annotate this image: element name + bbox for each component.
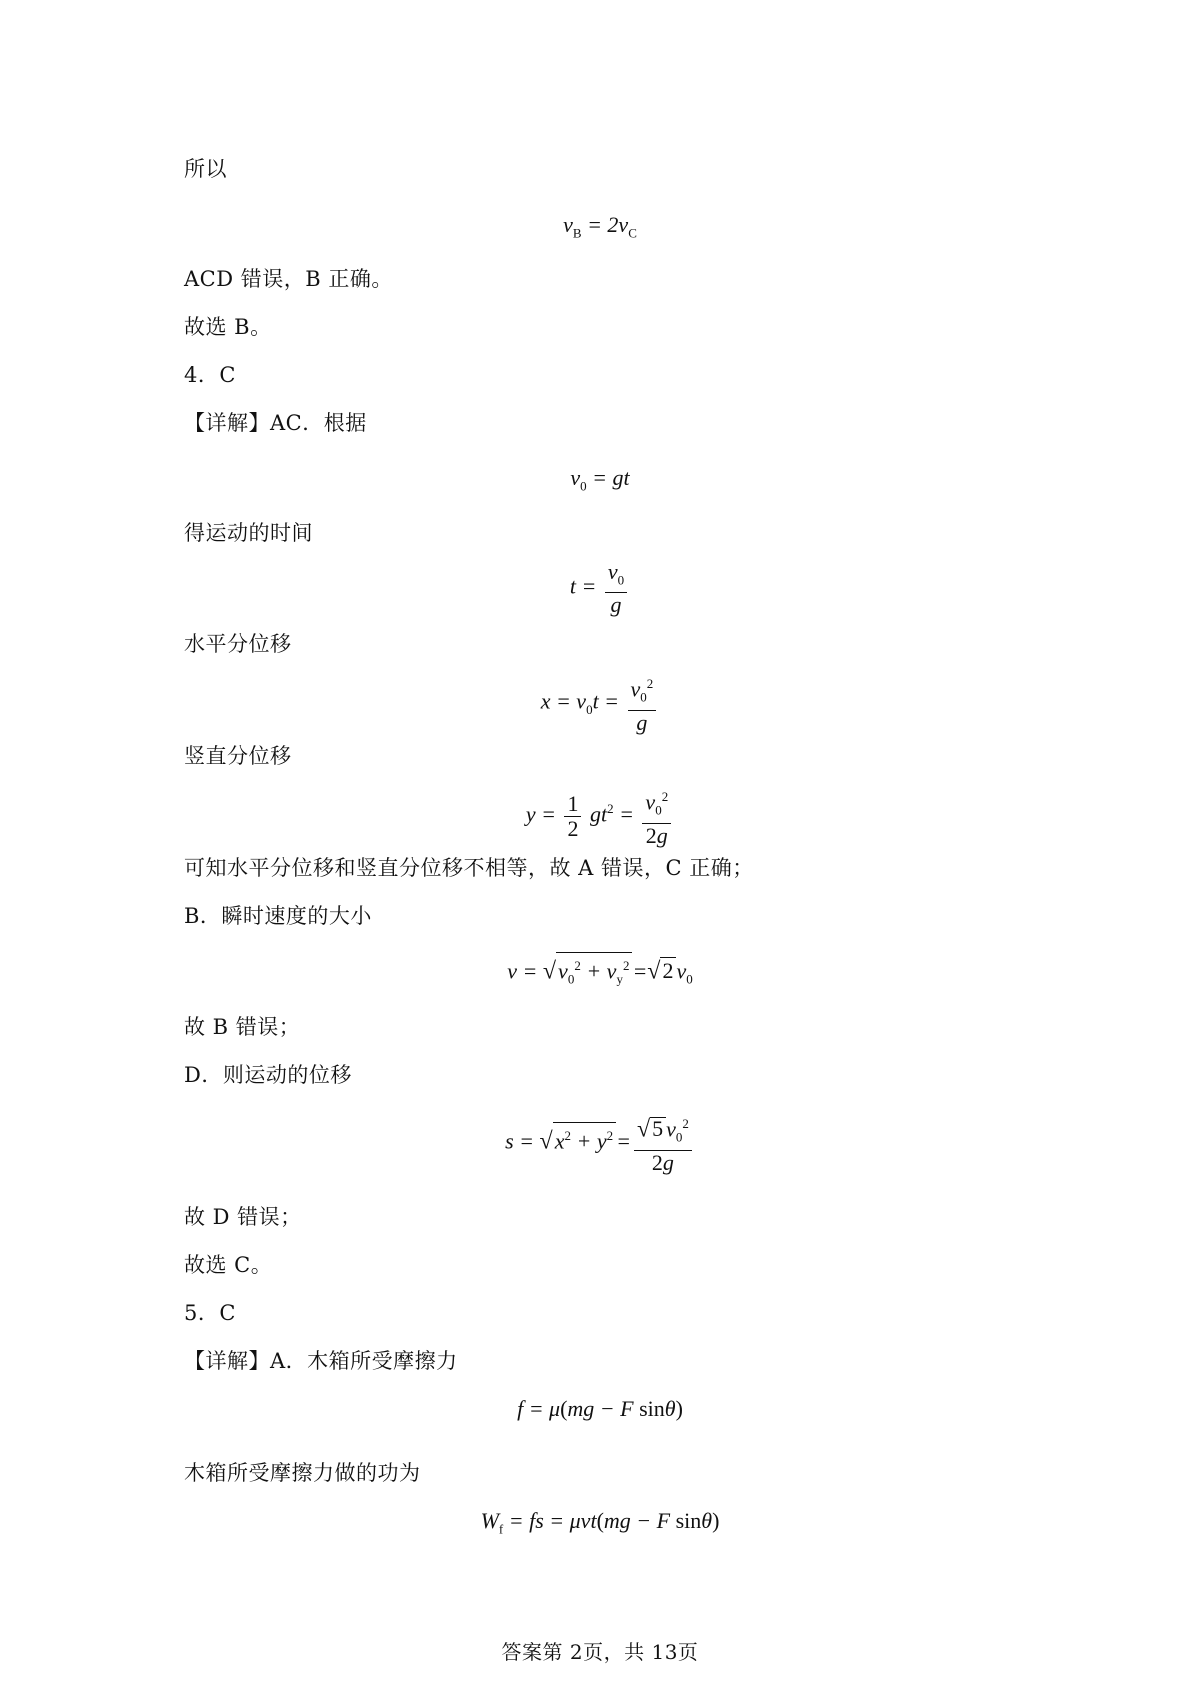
text-line-16: 【详解】A．木箱所受摩擦力: [184, 1349, 458, 1373]
text-line-10: B．瞬时速度的大小: [184, 904, 372, 928]
text-line-13: 故 D 错误；: [184, 1205, 302, 1229]
text-line-6: 得运动的时间: [184, 521, 313, 545]
equation-s: $s = √x^2 + y^2$ = $\frac{√5 v_0^2}{2g}$: [0, 1112, 1200, 1175]
text-line-3: 故选 B。: [184, 315, 272, 339]
text-line-9: 可知水平分位移和竖直分位移不相等，故 A 错误，C 正确；: [184, 856, 754, 880]
question-4-answer: 4．C: [184, 363, 236, 387]
equation-t: t = $\frac{v_0}{g}$: [0, 560, 1200, 617]
text-line-11: 故 B 错误；: [184, 1015, 301, 1039]
page-footer: 答案第 2页，共 13页: [501, 1640, 699, 1664]
text-line-14: 故选 C。: [184, 1253, 273, 1277]
equation-vb-2vc: $v_B = 2v_C$: [563, 212, 637, 241]
equation-x: $x = v_0t$ = $\frac{v_0^2}{g}$: [0, 672, 1200, 735]
equation-v: $v = √v_0^2 + v_y^2 =√2$ $v_0$: [0, 952, 1200, 993]
equation-f: f = μ(mg − F sinθ): [517, 1396, 683, 1421]
text-line-8: 竖直分位移: [184, 744, 292, 768]
equation-wf: $W_f$ = fs = μvt(mg − F sinθ): [480, 1508, 720, 1537]
text-line-5: 【详解】AC．根据: [184, 411, 367, 435]
text-line-17: 木箱所受摩擦力做的功为: [184, 1461, 421, 1485]
text-line-2: ACD 错误，B 正确。: [184, 267, 393, 291]
text-line-12: D．则运动的位移: [184, 1063, 352, 1087]
text-line-7: 水平分位移: [184, 632, 292, 656]
equation-y: y = $\frac{1}{2}$ $gt^2$ = $\frac{v_0^2}{2g}$: [0, 785, 1200, 848]
text-line-1: 所以: [184, 157, 227, 181]
question-5-answer: 5．C: [184, 1301, 236, 1325]
equation-v0-gt: $v_0$ = gt: [570, 465, 630, 494]
